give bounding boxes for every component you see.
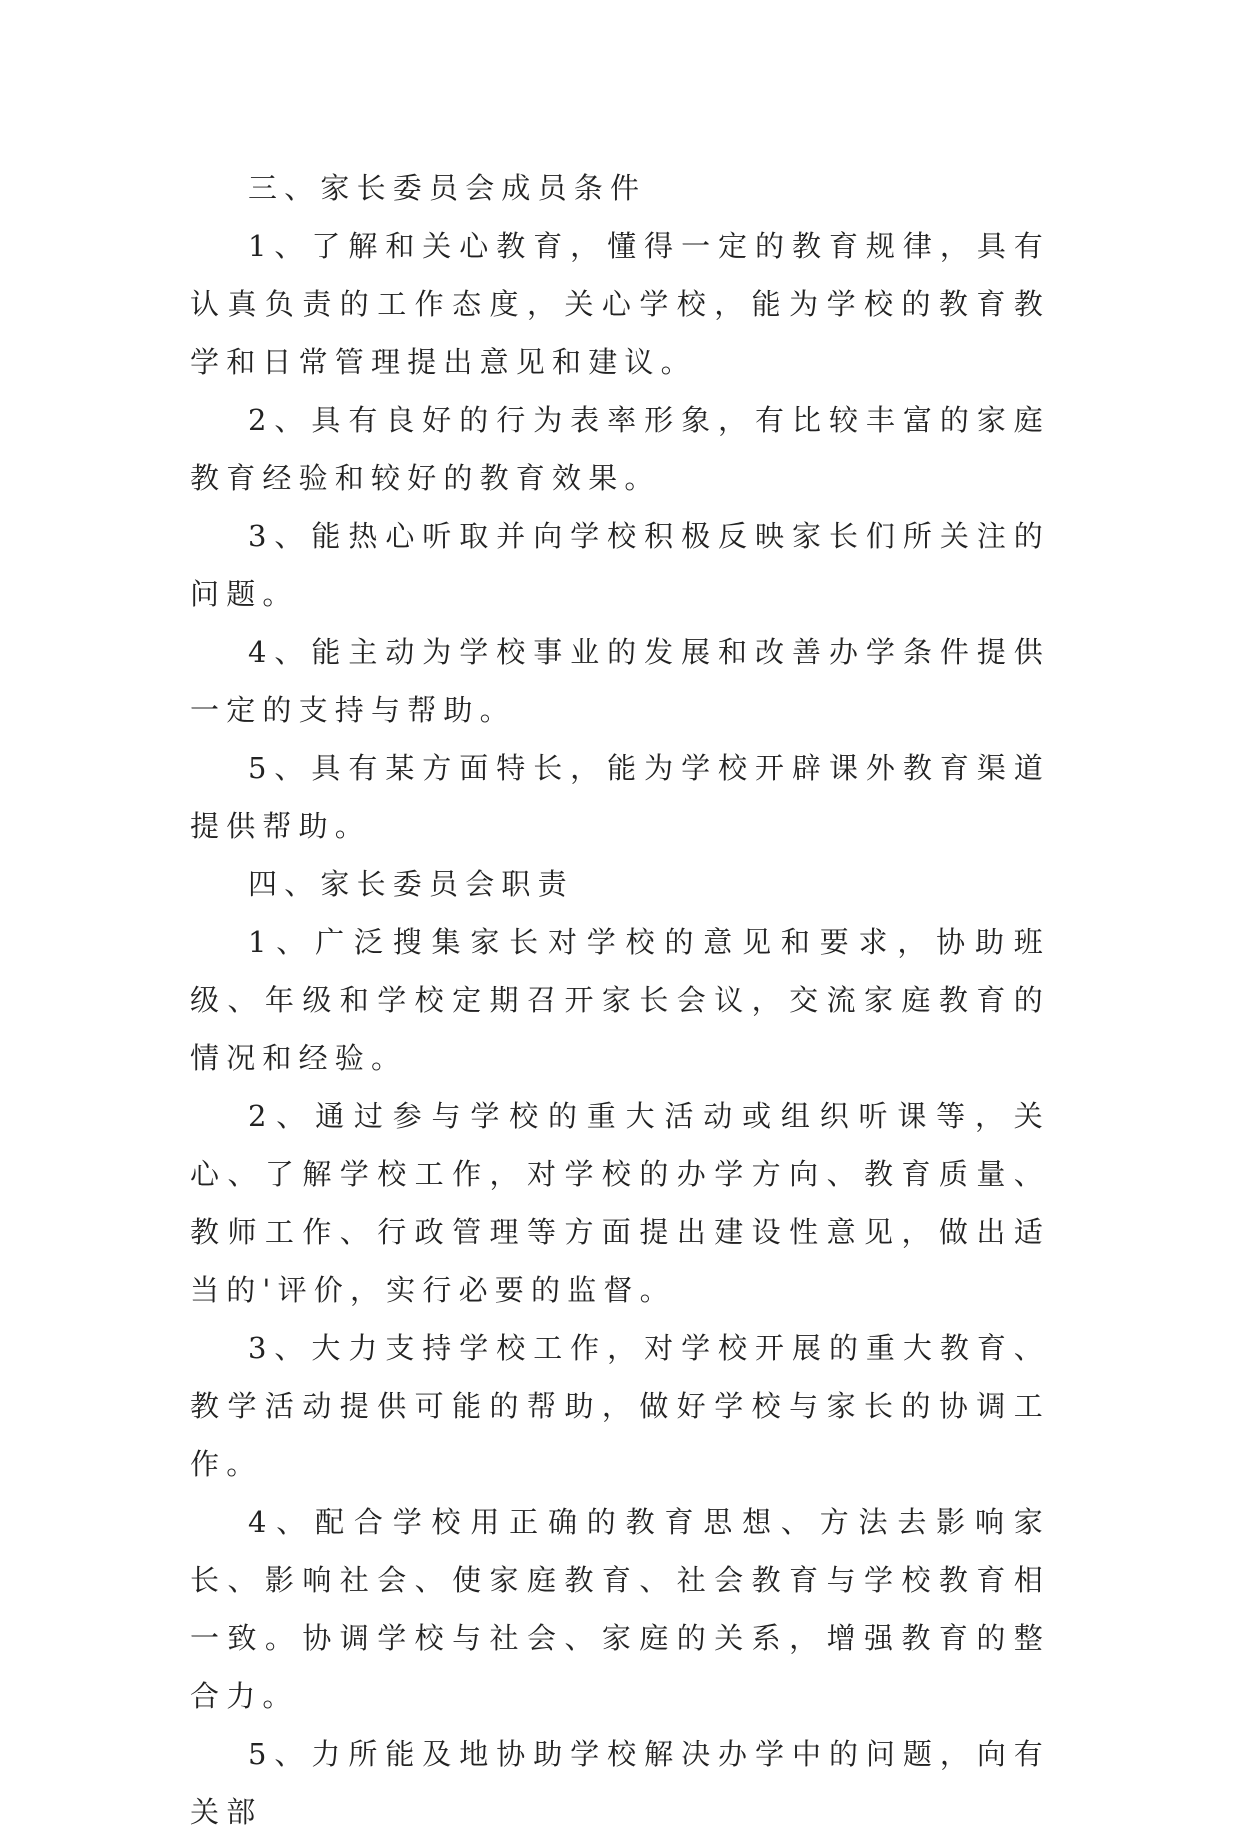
condition-item-1: 1、了解和关心教育，懂得一定的教育规律，具有认真负责的工作态度，关心学校，能为学校的教育教学和日常管理提出意见和建议。 — [190, 229, 1050, 379]
condition-item-5: 5、具有某方面特长，能为学校开辟课外教育渠道提供帮助。 — [190, 751, 1050, 843]
duty-item-4: 4、配合学校用正确的教育思想、方法去影响家长、影响社会、使家庭教育、社会教育与学校教育相一致。协调学校与社会、家庭的关系，增强教育的整合力。 — [190, 1505, 1050, 1713]
duty-item-2: 2、通过参与学校的重大活动或组织听课等，关心、了解学校工作，对学校的办学方向、教育质量、教师工作、行政管理等方面提出建设性意见，做出适当的'评价，实行必要的监督。 — [190, 1099, 1050, 1307]
duty-item-3: 3、大力支持学校工作，对学校开展的重大教育、教学活动提供可能的帮助，做好学校与家长的协调工作。 — [190, 1331, 1050, 1481]
section-heading-committee-duties: 四、家长委员会职责 — [248, 867, 574, 901]
condition-item-3: 3、能热心听取并向学校积极反映家长们所关注的问题。 — [190, 519, 1050, 611]
section-heading-member-conditions: 三、家长委员会成员条件 — [248, 171, 647, 205]
condition-item-4: 4、能主动为学校事业的发展和改善办学条件提供一定的支持与帮助。 — [190, 635, 1050, 727]
condition-item-2: 2、具有良好的行为表率形象，有比较丰富的家庭教育经验和较好的教育效果。 — [190, 403, 1050, 495]
duty-item-5: 5、力所能及地协助学校解决办学中的问题，向有关部 — [190, 1737, 1050, 1829]
document-page — [190, 159, 1050, 1841]
duty-item-1: 1、广泛搜集家长对学校的意见和要求，协助班级、年级和学校定期召开家长会议，交流家庭教育的情况和经验。 — [190, 925, 1050, 1075]
